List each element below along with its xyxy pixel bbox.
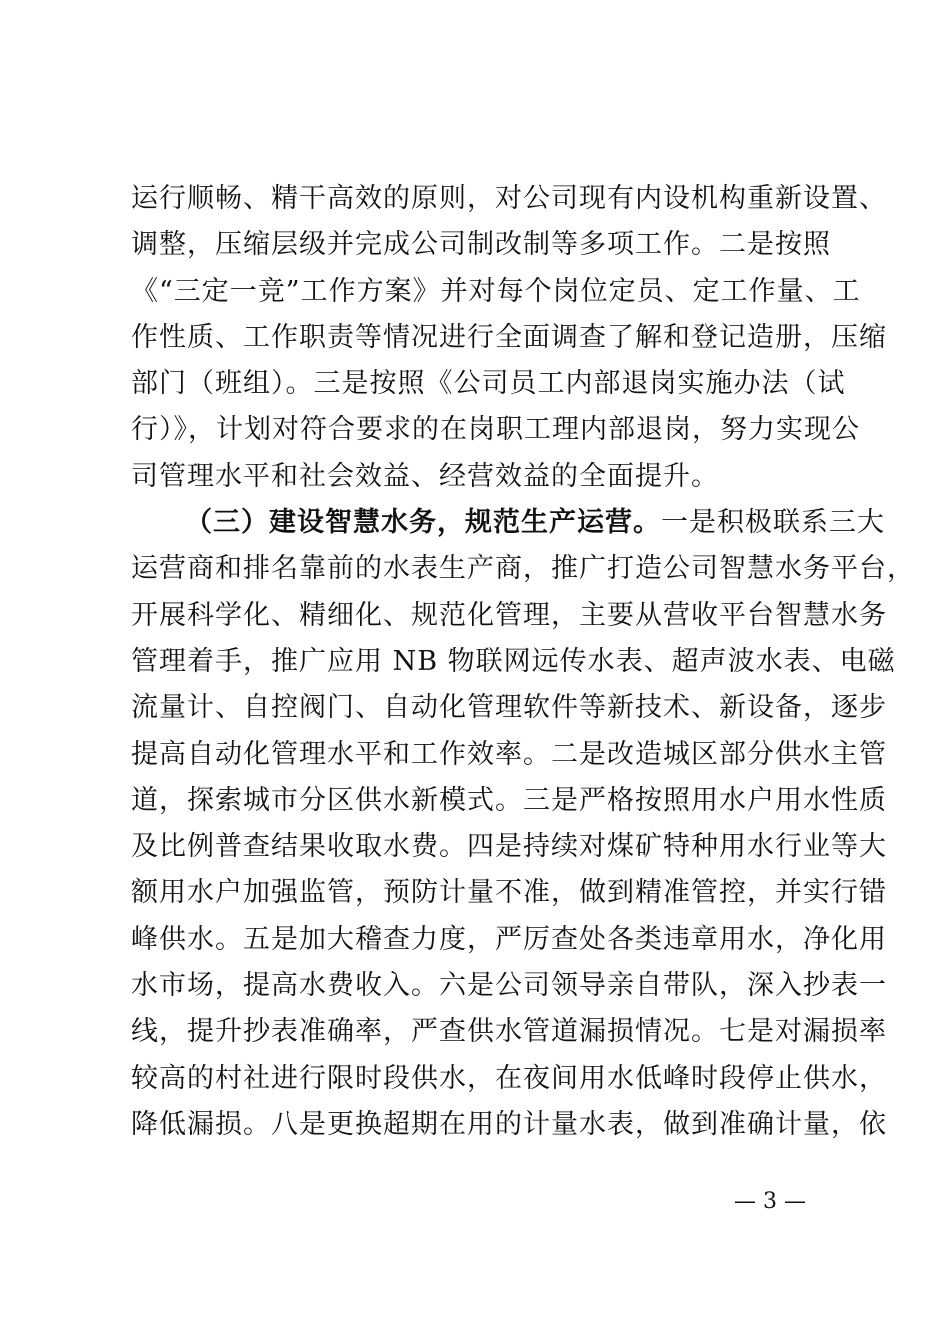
text-line: 司管理水平和社会效益、经营效益的全面提升。: [131, 460, 719, 492]
page-number: — 3 —: [734, 1189, 806, 1214]
body-text: [131, 176, 915, 1148]
section-heading-line: [131, 500, 885, 546]
text-line: 运行顺畅、精干高效的原则，对公司现有内设机构重新设置、: [131, 183, 887, 214]
text-line: 提高自动化管理水平和工作效率。二是改造城区部分供水主管: [131, 738, 887, 770]
text-line: 额用水户加强监管，预防计量不准，做到精准管控，并实行错: [131, 877, 887, 909]
text-line: 作性质、工作职责等情况进行全面调查了解和登记造册，压缩: [131, 321, 887, 353]
section-heading-rest: 一是积极联系三大: [661, 507, 885, 539]
text-line: 及比例普查结果收取水费。四是持续对煤矿特种用水行业等大: [131, 831, 887, 863]
text-line: 管理着手，推广应用 NB 物联网远传水表、超声波水表、电磁: [131, 645, 896, 677]
section-heading: （三）建设智慧水务，规范生产运营。: [185, 507, 661, 539]
text-line: 线，提升抄表准确率，严查供水管道漏损情况。七是对漏损率: [131, 1016, 887, 1048]
text-line: 开展科学化、精细化、规范化管理，主要从营收平台智慧水务: [131, 599, 887, 631]
text-line: 运营商和排名靠前的水表生产商，推广打造公司智慧水务平台，: [131, 553, 915, 585]
text-line: 行）》，计划对符合要求的在岗职工理内部退岗，努力实现公: [131, 414, 860, 446]
text-line: 水市场，提高水费收入。六是公司领导亲自带队，深入抄表一: [131, 970, 887, 1002]
text-line: 峰供水。五是加大稽查力度，严厉查处各类违章用水，净化用: [131, 923, 887, 955]
text-line: 调整，压缩层级并完成公司制改制等多项工作。二是按照: [131, 229, 831, 261]
text-line: 较高的村社进行限时段供水，在夜间用水低峰时段停止供水，: [131, 1062, 887, 1094]
text-line: 部门（班组）。三是按照《公司员工内部退岗实施办法（试: [131, 368, 846, 400]
text-line: 降低漏损。八是更换超期在用的计量水表，做到准确计量，依: [131, 1108, 887, 1140]
text-line: 道，探索城市分区供水新模式。三是严格按照用水户用水性质: [131, 784, 887, 816]
text-line: 流量计、自控阀门、自动化管理软件等新技术、新设备，逐步: [131, 692, 887, 724]
text-line: 《“三定一竞”工作方案》并对每个岗位定员、定工作量、工: [131, 275, 861, 307]
